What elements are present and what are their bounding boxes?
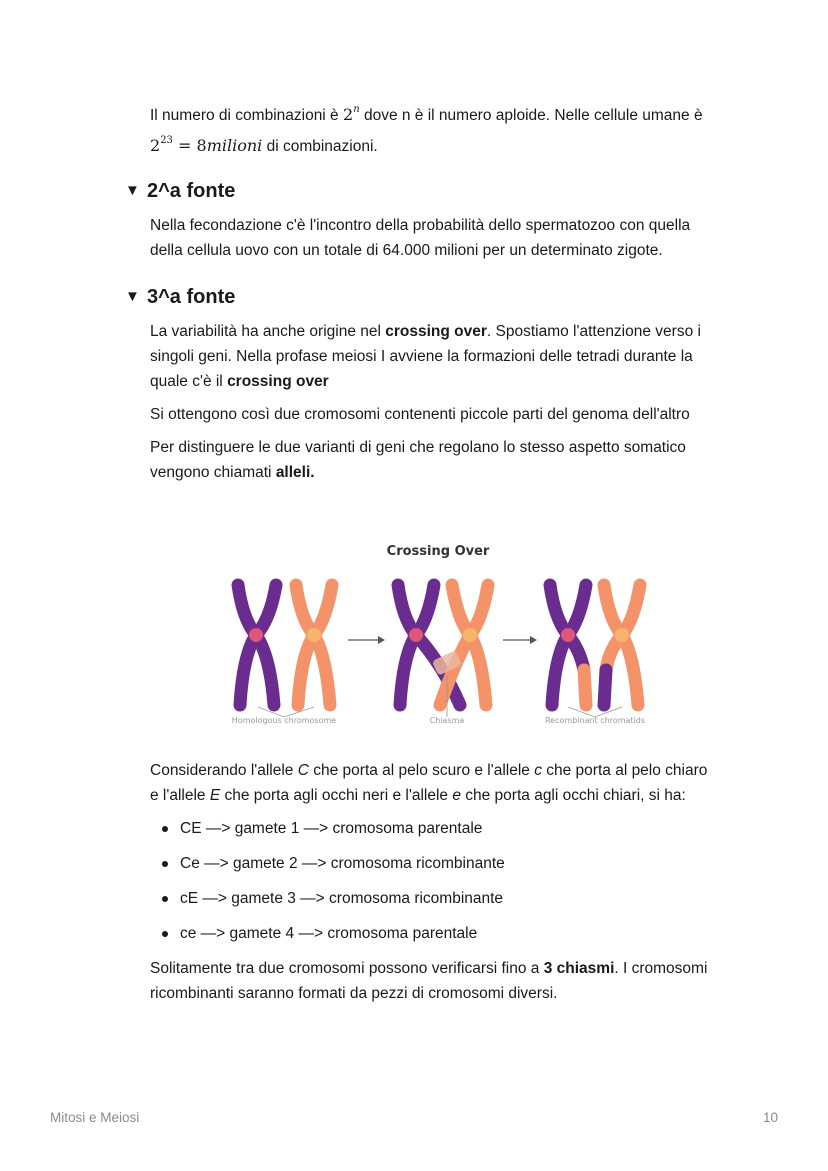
math-base-2: 2	[150, 136, 161, 155]
homologous-chromosomes	[238, 585, 332, 705]
text: che porta al pelo chiaro e l'allele	[150, 762, 708, 804]
centromere	[249, 628, 263, 642]
section3-paragraph-2: Si ottengono così due cromosomi contenenti piccole parti del genoma dell'altro	[150, 406, 690, 423]
arrow-icon	[503, 636, 537, 644]
heading-title: 3^a fonte	[147, 286, 236, 308]
text: . Spostiamo l'attenzione verso i singoli geni. Nella profase meiosi I avviene la formazioni delle tetradi durante la quale c'è il	[150, 323, 701, 390]
math-2-23	[150, 136, 262, 155]
math-milioni: milioni	[206, 136, 263, 155]
heading-title: 2^a fonte	[147, 180, 236, 202]
intro-text-3: di combinazioni.	[262, 138, 378, 155]
toggle-heading-3a-fonte[interactable]	[125, 285, 710, 309]
section3-paragraph-1	[150, 319, 710, 394]
purple-chromosome	[238, 585, 276, 705]
centromere	[615, 628, 629, 642]
text: Per distinguere le due varianti di geni che regolano lo stesso aspetto somatico vengono chiamati	[150, 439, 686, 481]
page-content	[125, 97, 710, 1014]
label-recombinant: Recombinant chromatids	[544, 716, 646, 725]
crossing-over-diagram	[218, 525, 658, 725]
section2-paragraph: Nella fecondazione c'è l'incontro della probabilità dello spermatozoo con quella della cellula uovo con un totale di 64.000 milioni per un determinato zigote.	[150, 217, 691, 259]
math-exponent: n	[353, 104, 360, 115]
bold-text: crossing over	[227, 373, 329, 390]
closing-paragraph	[150, 956, 710, 1006]
text: Solitamente tra due cromosomi possono verificarsi fino a	[150, 960, 544, 977]
text: che porta agli occhi chiari, si ha:	[460, 787, 686, 804]
chiasma-chromosomes	[398, 585, 488, 705]
footer-title: Mitosi e Meiosi	[50, 1110, 140, 1125]
intro-paragraph	[150, 97, 710, 159]
math-exponent-2: 23	[160, 135, 173, 146]
math-equals: = 8	[172, 136, 207, 155]
gametes-list	[150, 816, 710, 946]
page-number: 10	[762, 1110, 778, 1125]
label-homologous: Homologous chromosome	[231, 716, 337, 725]
text: che porta agli occhi neri e l'allele	[220, 787, 453, 804]
text: . I cromosomi ricombinanti saranno formati da pezzi di cromosomi diversi.	[150, 960, 708, 1002]
centromere	[409, 628, 423, 642]
math-base: 2	[343, 105, 354, 124]
label-chiasma: Chiasma	[429, 716, 465, 725]
recombinant-chromatids	[550, 585, 640, 705]
triangle-down-icon[interactable]: ▼	[125, 288, 140, 305]
list-item: cE —> gamete 3 —> cromosoma ricombinante	[150, 886, 710, 911]
intro-text-1: Il numero di combinazioni è	[150, 107, 343, 124]
text: Considerando l'allele	[150, 762, 298, 779]
section3-paragraph-3	[150, 435, 710, 485]
bold-text: alleli.	[275, 464, 315, 481]
orange-chromosome	[296, 585, 332, 705]
list-item: CE —> gamete 1 —> cromosoma parentale	[150, 816, 710, 841]
centromere	[463, 628, 477, 642]
italic-text: E	[209, 787, 221, 804]
alleles-paragraph	[150, 758, 710, 808]
list-item: Ce —> gamete 2 —> cromosoma ricombinante	[150, 851, 710, 876]
text: che porta al pelo scuro e l'allele	[308, 762, 535, 779]
intro-text-2: dove n è il numero aploide. Nelle cellule umane è	[359, 107, 703, 124]
bold-text: crossing over	[385, 323, 487, 340]
bold-text: 3 chiasmi	[543, 960, 615, 977]
italic-text: e	[452, 787, 461, 804]
centromere	[307, 628, 321, 642]
italic-text: C	[297, 762, 309, 779]
list-item: ce —> gamete 4 —> cromosoma parentale	[150, 921, 710, 946]
text: La variabilità ha anche origine nel	[150, 323, 386, 340]
crossing-over-figure	[218, 525, 658, 725]
arrow-icon	[348, 636, 385, 644]
toggle-heading-2a-fonte[interactable]	[125, 179, 710, 203]
triangle-down-icon[interactable]: ▼	[125, 182, 140, 199]
italic-text: c	[534, 762, 542, 779]
centromere	[561, 628, 575, 642]
figure-title: Crossing Over	[386, 544, 490, 559]
math-2n	[343, 105, 360, 124]
